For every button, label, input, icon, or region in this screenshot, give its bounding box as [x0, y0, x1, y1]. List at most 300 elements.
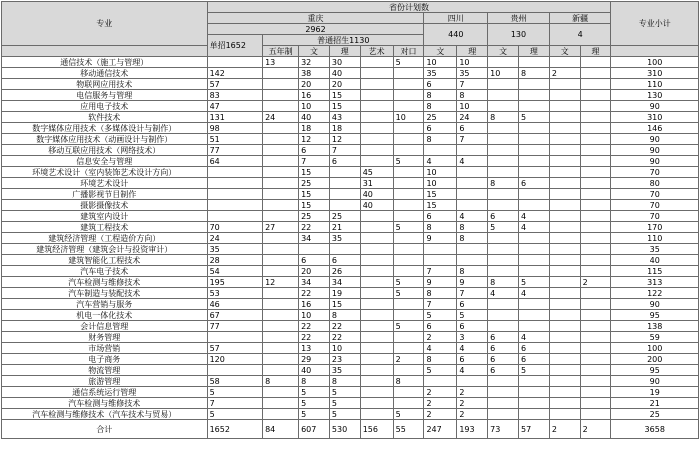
value-cell: 98	[207, 123, 263, 134]
subtotal-cell: 95	[611, 310, 699, 321]
value-cell: 2	[549, 68, 580, 79]
value-cell	[393, 233, 424, 244]
value-cell: 40	[360, 200, 393, 211]
major-name: 建筑工程技术	[2, 222, 208, 233]
value-cell	[263, 79, 299, 90]
value-cell	[457, 189, 488, 200]
subtotal-cell: 110	[611, 233, 699, 244]
value-cell	[488, 156, 519, 167]
value-cell: 21	[329, 222, 360, 233]
value-cell: 1652	[207, 420, 263, 439]
value-cell: 40	[299, 365, 330, 376]
table-row	[2, 266, 699, 277]
value-cell: 5	[518, 365, 549, 376]
value-cell: 4	[424, 156, 457, 167]
value-cell: 64	[207, 156, 263, 167]
major-name: 财务管理	[2, 332, 208, 343]
value-cell: 23	[329, 354, 360, 365]
value-cell: 40	[329, 68, 360, 79]
value-cell: 43	[329, 112, 360, 123]
value-cell	[488, 321, 519, 332]
value-cell: 8	[488, 178, 519, 189]
value-cell: 10	[424, 167, 457, 178]
major-name: 移动互联应用技术（网络技术）	[2, 145, 208, 156]
value-cell	[518, 255, 549, 266]
value-cell: 57	[207, 343, 263, 354]
header-yishu: 艺术	[360, 46, 393, 57]
value-cell	[360, 277, 393, 288]
value-cell: 35	[424, 68, 457, 79]
value-cell	[488, 200, 519, 211]
value-cell	[549, 200, 580, 211]
value-cell	[580, 145, 611, 156]
subtotal-cell: 90	[611, 299, 699, 310]
value-cell: 5	[393, 222, 424, 233]
header-chongqing: 重庆	[207, 13, 424, 24]
value-cell: 24	[457, 112, 488, 123]
table-row	[2, 68, 699, 79]
value-cell	[263, 68, 299, 79]
value-cell	[549, 222, 580, 233]
value-cell	[457, 167, 488, 178]
value-cell	[393, 211, 424, 222]
value-cell	[263, 211, 299, 222]
table-row	[2, 156, 699, 167]
value-cell: 8	[457, 90, 488, 101]
major-name: 建筑智能化工程技术	[2, 255, 208, 266]
value-cell	[207, 211, 263, 222]
value-cell	[549, 288, 580, 299]
major-name: 汽车营销与服务	[2, 299, 208, 310]
value-cell	[549, 167, 580, 178]
value-cell: 6	[457, 321, 488, 332]
value-cell	[393, 123, 424, 134]
value-cell	[393, 68, 424, 79]
table-row	[2, 277, 699, 288]
value-cell	[518, 156, 549, 167]
value-cell	[393, 332, 424, 343]
major-name: 旅游管理	[2, 376, 208, 387]
value-cell	[393, 178, 424, 189]
table-row	[2, 365, 699, 376]
value-cell: 34	[299, 277, 330, 288]
value-cell	[488, 134, 519, 145]
value-cell: 5	[329, 387, 360, 398]
value-cell: 4	[518, 288, 549, 299]
header-chongqing-wen: 文	[299, 46, 330, 57]
value-cell: 2	[580, 277, 611, 288]
value-cell	[488, 299, 519, 310]
major-name: 应用电子技术	[2, 101, 208, 112]
value-cell	[488, 101, 519, 112]
value-cell: 10	[488, 68, 519, 79]
value-cell: 6	[488, 365, 519, 376]
header-sichuan-li: 理	[457, 46, 488, 57]
value-cell: 6	[457, 299, 488, 310]
header-xinjiang-wen: 文	[549, 46, 580, 57]
value-cell	[549, 387, 580, 398]
value-cell: 27	[263, 222, 299, 233]
value-cell: 22	[299, 321, 330, 332]
value-cell: 5	[299, 387, 330, 398]
subtotal-cell: 21	[611, 398, 699, 409]
value-cell: 6	[488, 343, 519, 354]
header-danzhao: 单招1652	[207, 35, 263, 57]
major-name: 汽车检测与维修技术（汽车技术与贸易）	[2, 409, 208, 420]
value-cell	[518, 189, 549, 200]
subtotal-cell: 200	[611, 354, 699, 365]
value-cell	[263, 233, 299, 244]
value-cell	[360, 222, 393, 233]
value-cell	[360, 101, 393, 112]
value-cell: 8	[488, 112, 519, 123]
value-cell	[360, 354, 393, 365]
major-name: 建筑经济管理（工程造价方向）	[2, 233, 208, 244]
value-cell	[488, 387, 519, 398]
value-cell	[263, 90, 299, 101]
value-cell: 8	[488, 277, 519, 288]
value-cell	[580, 365, 611, 376]
value-cell	[263, 365, 299, 376]
value-cell	[360, 376, 393, 387]
header-chongqing-li: 理	[329, 46, 360, 57]
value-cell: 6	[518, 178, 549, 189]
value-cell	[207, 57, 263, 68]
value-cell: 4	[518, 211, 549, 222]
value-cell	[580, 200, 611, 211]
value-cell	[549, 156, 580, 167]
value-cell	[549, 365, 580, 376]
table-row	[2, 398, 699, 409]
value-cell: 2	[424, 387, 457, 398]
value-cell	[580, 409, 611, 420]
value-cell: 607	[299, 420, 330, 439]
value-cell: 84	[263, 420, 299, 439]
value-cell	[263, 409, 299, 420]
value-cell	[329, 167, 360, 178]
value-cell	[360, 299, 393, 310]
major-name: 建筑经济管理（建筑会计与投资审计）	[2, 244, 208, 255]
table-row	[2, 321, 699, 332]
value-cell: 5	[457, 310, 488, 321]
subtotal-cell: 138	[611, 321, 699, 332]
value-cell: 25	[329, 211, 360, 222]
value-cell	[360, 266, 393, 277]
value-cell	[360, 79, 393, 90]
major-name: 机电一体化技术	[2, 310, 208, 321]
header-sichuan-total: 440	[424, 24, 488, 46]
value-cell	[549, 79, 580, 90]
value-cell	[580, 211, 611, 222]
value-cell	[263, 288, 299, 299]
value-cell	[263, 332, 299, 343]
value-cell: 4	[457, 343, 488, 354]
value-cell	[580, 68, 611, 79]
value-cell	[549, 343, 580, 354]
value-cell: 8	[457, 233, 488, 244]
value-cell: 12	[329, 134, 360, 145]
table-row	[2, 178, 699, 189]
value-cell: 30	[329, 57, 360, 68]
value-cell	[580, 178, 611, 189]
value-cell: 8	[424, 134, 457, 145]
value-cell: 5	[393, 277, 424, 288]
value-cell	[488, 189, 519, 200]
value-cell: 7	[457, 134, 488, 145]
value-cell: 16	[299, 299, 330, 310]
value-cell: 4	[518, 222, 549, 233]
value-cell	[393, 200, 424, 211]
value-cell: 22	[329, 332, 360, 343]
major-name: 物流管理	[2, 365, 208, 376]
value-cell: 31	[360, 178, 393, 189]
value-cell	[549, 112, 580, 123]
value-cell: 8	[424, 222, 457, 233]
header-chongqing-total: 2962	[207, 24, 424, 35]
table-row	[2, 409, 699, 420]
value-cell: 15	[329, 299, 360, 310]
subtotal-cell: 100	[611, 343, 699, 354]
value-cell	[263, 189, 299, 200]
subtotal-cell: 59	[611, 332, 699, 343]
value-cell	[263, 255, 299, 266]
header-empty	[2, 46, 208, 57]
value-cell	[207, 189, 263, 200]
major-name: 电子商务	[2, 354, 208, 365]
value-cell: 15	[424, 200, 457, 211]
value-cell: 5	[329, 409, 360, 420]
value-cell: 35	[329, 365, 360, 376]
value-cell: 6	[518, 343, 549, 354]
value-cell	[393, 398, 424, 409]
value-cell: 10	[299, 310, 330, 321]
value-cell	[329, 244, 360, 255]
value-cell	[518, 266, 549, 277]
value-cell: 4	[457, 156, 488, 167]
value-cell	[360, 123, 393, 134]
value-cell	[518, 244, 549, 255]
value-cell	[424, 244, 457, 255]
value-cell	[488, 145, 519, 156]
value-cell	[393, 145, 424, 156]
value-cell	[360, 288, 393, 299]
value-cell: 120	[207, 354, 263, 365]
value-cell	[549, 211, 580, 222]
value-cell	[329, 189, 360, 200]
value-cell: 53	[207, 288, 263, 299]
value-cell: 15	[299, 189, 330, 200]
value-cell	[549, 145, 580, 156]
value-cell	[207, 332, 263, 343]
value-cell: 5	[299, 409, 330, 420]
value-cell	[457, 145, 488, 156]
table-row	[2, 123, 699, 134]
table-row	[2, 222, 699, 233]
value-cell: 10	[299, 101, 330, 112]
value-cell	[518, 200, 549, 211]
header-guizhou-wen: 文	[488, 46, 519, 57]
subtotal-cell: 90	[611, 156, 699, 167]
subtotal-cell: 90	[611, 376, 699, 387]
value-cell	[360, 134, 393, 145]
value-cell	[549, 178, 580, 189]
value-cell	[329, 178, 360, 189]
value-cell: 3	[457, 332, 488, 343]
value-cell	[488, 398, 519, 409]
major-name: 汽车制造与装配技术	[2, 288, 208, 299]
value-cell	[580, 354, 611, 365]
value-cell	[393, 365, 424, 376]
subtotal-cell: 25	[611, 409, 699, 420]
value-cell: 6	[488, 211, 519, 222]
value-cell	[360, 145, 393, 156]
value-cell: 4	[488, 288, 519, 299]
value-cell: 5	[299, 398, 330, 409]
value-cell: 34	[299, 233, 330, 244]
value-cell	[207, 200, 263, 211]
value-cell	[207, 178, 263, 189]
value-cell	[360, 211, 393, 222]
major-name: 会计信息管理	[2, 321, 208, 332]
value-cell: 29	[299, 354, 330, 365]
value-cell	[393, 299, 424, 310]
value-cell	[393, 90, 424, 101]
table-row	[2, 79, 699, 90]
value-cell: 530	[329, 420, 360, 439]
value-cell	[580, 266, 611, 277]
value-cell	[580, 310, 611, 321]
table-row	[2, 255, 699, 266]
table-row	[2, 310, 699, 321]
total-row	[2, 420, 699, 439]
value-cell	[580, 398, 611, 409]
value-cell	[207, 167, 263, 178]
subtotal-cell: 70	[611, 167, 699, 178]
value-cell: 18	[299, 123, 330, 134]
value-cell: 5	[207, 387, 263, 398]
subtotal-cell: 110	[611, 79, 699, 90]
value-cell	[424, 376, 457, 387]
value-cell: 7	[457, 288, 488, 299]
subtotal-cell: 115	[611, 266, 699, 277]
value-cell	[518, 145, 549, 156]
value-cell	[360, 398, 393, 409]
table-row	[2, 354, 699, 365]
value-cell	[580, 255, 611, 266]
value-cell: 5	[393, 156, 424, 167]
value-cell	[457, 376, 488, 387]
value-cell: 5	[518, 277, 549, 288]
major-name: 通信系统运行管理	[2, 387, 208, 398]
value-cell	[580, 167, 611, 178]
table-row	[2, 211, 699, 222]
value-cell: 6	[424, 123, 457, 134]
value-cell: 34	[329, 277, 360, 288]
value-cell: 45	[360, 167, 393, 178]
value-cell	[518, 167, 549, 178]
header-major: 专业	[2, 2, 208, 46]
value-cell: 12	[299, 134, 330, 145]
value-cell	[580, 90, 611, 101]
major-name: 建筑室内设计	[2, 211, 208, 222]
value-cell: 8	[329, 376, 360, 387]
subtotal-cell: 170	[611, 222, 699, 233]
value-cell	[263, 343, 299, 354]
major-name: 汽车检测与维修技术	[2, 277, 208, 288]
subtotal-cell: 90	[611, 101, 699, 112]
value-cell	[424, 145, 457, 156]
subtotal-cell: 70	[611, 189, 699, 200]
value-cell: 55	[393, 420, 424, 439]
value-cell: 2	[393, 354, 424, 365]
value-cell: 25	[299, 178, 330, 189]
value-cell	[580, 299, 611, 310]
value-cell: 8	[424, 101, 457, 112]
value-cell	[580, 222, 611, 233]
major-name: 移动通信技术	[2, 68, 208, 79]
value-cell: 7	[424, 266, 457, 277]
value-cell	[549, 57, 580, 68]
value-cell: 15	[299, 200, 330, 211]
value-cell: 7	[457, 79, 488, 90]
value-cell	[580, 288, 611, 299]
table-row	[2, 57, 699, 68]
value-cell	[360, 156, 393, 167]
value-cell	[580, 189, 611, 200]
value-cell	[263, 354, 299, 365]
value-cell	[580, 376, 611, 387]
header-subtotal: 专业小计	[611, 2, 699, 46]
major-name: 广播影视节目制作	[2, 189, 208, 200]
value-cell	[549, 123, 580, 134]
major-name: 物联网应用技术	[2, 79, 208, 90]
subtotal-cell: 122	[611, 288, 699, 299]
table-row	[2, 101, 699, 112]
value-cell	[263, 321, 299, 332]
value-cell	[393, 167, 424, 178]
value-cell: 13	[299, 343, 330, 354]
table-row	[2, 90, 699, 101]
value-cell	[549, 354, 580, 365]
value-cell	[549, 277, 580, 288]
value-cell: 10	[424, 57, 457, 68]
value-cell	[263, 101, 299, 112]
value-cell: 12	[263, 277, 299, 288]
value-cell	[329, 200, 360, 211]
header-wunianzhi: 五年制	[263, 46, 299, 57]
value-cell: 54	[207, 266, 263, 277]
value-cell: 46	[207, 299, 263, 310]
value-cell: 20	[299, 266, 330, 277]
enrollment-plan-table	[1, 1, 699, 439]
value-cell: 5	[393, 321, 424, 332]
value-cell	[488, 376, 519, 387]
value-cell	[263, 156, 299, 167]
major-name: 信息安全与管理	[2, 156, 208, 167]
table-row	[2, 134, 699, 145]
value-cell: 5	[424, 310, 457, 321]
value-cell	[360, 233, 393, 244]
value-cell	[518, 387, 549, 398]
header-sichuan: 四川	[424, 13, 488, 24]
value-cell: 2	[457, 387, 488, 398]
table-row	[2, 167, 699, 178]
value-cell	[299, 244, 330, 255]
value-cell	[360, 332, 393, 343]
header-xinjiang-li: 理	[580, 46, 611, 57]
major-name: 汽车检测与维修技术	[2, 398, 208, 409]
value-cell: 6	[424, 79, 457, 90]
